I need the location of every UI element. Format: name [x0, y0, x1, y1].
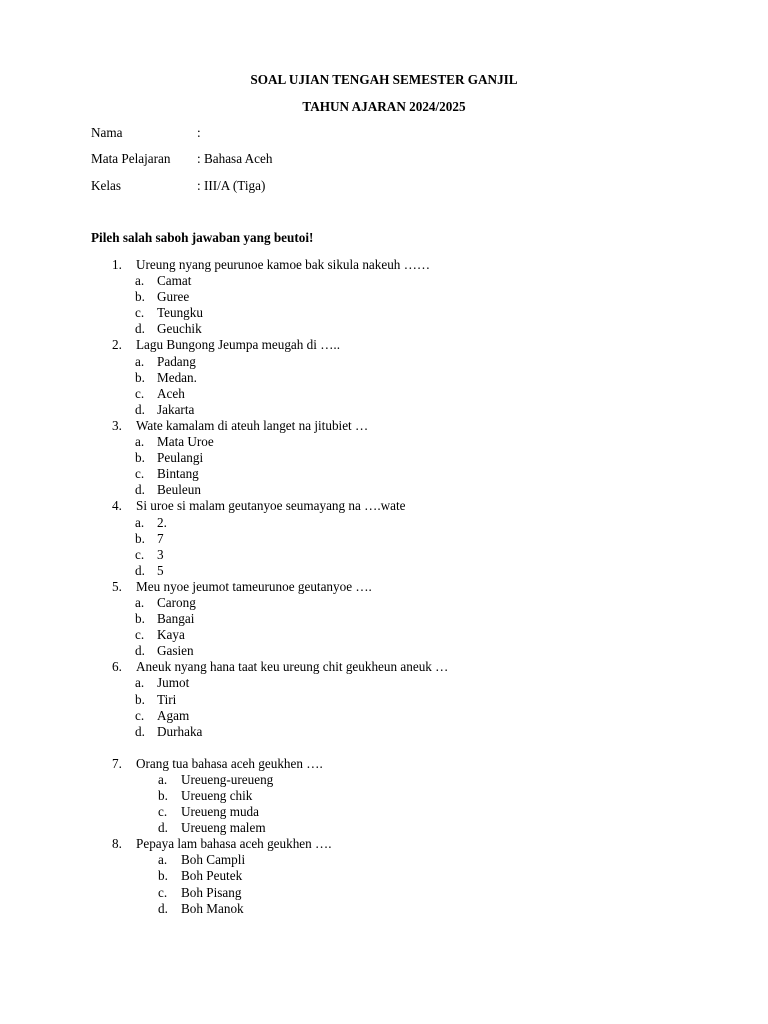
option-letter: c.: [135, 627, 145, 643]
question-text: Ureung nyang peurunoe kamoe bak sikula nakeuh ……: [136, 257, 431, 272]
option-text: Ureueng muda: [181, 804, 259, 820]
option-list: [0, 852, 768, 916]
option-letter: b.: [135, 289, 145, 305]
question-number: 2.: [112, 337, 122, 353]
option-text: Boh Manok: [181, 900, 244, 916]
question-text: Si uroe si malam geutanyoe seumayang na ….wate: [136, 498, 406, 514]
option: [0, 901, 768, 917]
option-letter: b.: [158, 868, 168, 884]
option-text: Ureueng malem: [181, 820, 266, 836]
question-text: Meu nyoe jeumot tameurunoe geutanyoe ….: [136, 578, 372, 594]
question-text: Pepaya lam bahasa aceh geukhen ….: [136, 836, 332, 852]
option-letter: c.: [158, 884, 168, 900]
option-text: Tiri: [157, 691, 177, 707]
field-label: Mata Pelajaran: [91, 151, 171, 166]
option: [0, 852, 768, 868]
option-letter: a.: [158, 852, 168, 868]
question-7: [0, 756, 768, 836]
option: [0, 804, 768, 820]
option-text: Bangai: [157, 611, 195, 627]
option-letter: d.: [135, 723, 145, 739]
option-letter: c.: [135, 546, 145, 562]
option: [0, 692, 768, 708]
option: [0, 466, 768, 482]
question-text: Lagu Bungong Jeumpa meugah di …..: [136, 337, 341, 353]
option-text: Durhaka: [157, 723, 203, 739]
option-letter: b.: [135, 450, 145, 466]
option-text: Mata Uroe: [157, 434, 214, 450]
option: [0, 788, 768, 804]
option: [0, 675, 768, 691]
question-text: Wate kamalam di ateuh langet na jitubiet …: [136, 417, 369, 433]
option: [0, 273, 768, 289]
option: [0, 611, 768, 627]
option-letter: c.: [135, 466, 145, 482]
option-text: Padang: [157, 353, 196, 369]
question-text: Orang tua bahasa aceh geukhen ….: [136, 755, 323, 771]
option: [0, 708, 768, 724]
option: [0, 547, 768, 563]
school-year-title: TAHUN AJARAN 2024/2025: [302, 99, 466, 114]
option-letter: a.: [135, 353, 145, 369]
option-text: Jakarta: [157, 401, 195, 417]
option-letter: d.: [135, 401, 145, 417]
option: [0, 820, 768, 836]
option-list: [0, 772, 768, 836]
option-text: 5: [157, 562, 164, 578]
option-letter: b.: [135, 611, 145, 627]
option-text: Carong: [157, 594, 196, 610]
option-text: Beuleun: [157, 482, 201, 498]
option-list: [0, 434, 768, 498]
option-text: Boh Peutek: [181, 868, 243, 884]
question-1: [0, 257, 768, 337]
option: [0, 305, 768, 321]
option-letter: d.: [135, 321, 145, 337]
option-letter: d.: [135, 562, 145, 578]
option-letter: b.: [158, 788, 168, 803]
option: [0, 724, 768, 740]
question-number: 3.: [112, 417, 122, 433]
option-letter: d.: [158, 820, 168, 836]
option: [0, 354, 768, 370]
instruction: Pileh salah saboh jawaban yang beutoi!: [91, 230, 314, 245]
question-4: [0, 498, 768, 578]
option: [0, 627, 768, 643]
option: [0, 515, 768, 531]
option-list: [0, 273, 768, 337]
field-value: : III/A (Tiga): [197, 178, 266, 193]
option-text: Agam: [157, 707, 190, 723]
question-text: Aneuk nyang hana taat keu ureung chit geukheun aneuk …: [136, 659, 449, 675]
question-8: [0, 836, 768, 916]
option: [0, 482, 768, 498]
option-text: Aceh: [157, 385, 185, 401]
option: [0, 643, 768, 659]
option-text: Peulangi: [157, 450, 204, 466]
question-5: [0, 579, 768, 659]
option-letter: c.: [158, 804, 168, 820]
option-letter: d.: [135, 643, 145, 659]
question-6: [0, 659, 768, 739]
option: [0, 386, 768, 402]
option-letter: c.: [135, 385, 145, 401]
option-list: [0, 515, 768, 579]
option: [0, 370, 768, 386]
field-value: :: [197, 125, 201, 140]
field-value: : Bahasa Aceh: [197, 151, 273, 166]
field-label: Kelas: [91, 178, 122, 193]
option-text: Kaya: [157, 627, 185, 643]
option-letter: b.: [135, 691, 145, 707]
option-letter: a.: [135, 675, 145, 691]
option: [0, 595, 768, 611]
option-letter: a.: [158, 771, 168, 787]
option-letter: b.: [135, 530, 145, 546]
option: [0, 772, 768, 788]
option-letter: b.: [135, 369, 145, 385]
option-text: Boh Pisang: [181, 884, 242, 900]
option: [0, 563, 768, 579]
option-text: Jumot: [157, 675, 190, 691]
question-number: 7.: [112, 755, 122, 771]
option-text: Medan.: [157, 369, 197, 385]
option-text: Ureueng chik: [181, 788, 253, 803]
option-letter: d.: [135, 482, 145, 498]
option-letter: d.: [158, 900, 168, 916]
option-text: Teungku: [157, 305, 203, 321]
option: [0, 434, 768, 450]
option-text: Ureueng-ureueng: [181, 771, 274, 787]
question-number: 4.: [112, 498, 122, 514]
question-number: 8.: [112, 836, 122, 852]
option: [0, 402, 768, 418]
option: [0, 885, 768, 901]
option-letter: c.: [135, 305, 145, 321]
option-text: Guree: [157, 289, 190, 305]
question-number: 1.: [112, 257, 122, 272]
option-list: [0, 595, 768, 659]
option-text: Camat: [157, 273, 192, 289]
option-letter: c.: [135, 707, 145, 723]
question-number: 6.: [112, 659, 122, 675]
document-title: SOAL UJIAN TENGAH SEMESTER GANJIL: [250, 72, 518, 87]
option-text: Geuchik: [157, 321, 202, 337]
question-3: [0, 418, 768, 498]
question-list: [0, 257, 768, 917]
option: [0, 289, 768, 305]
option-text: Boh Campli: [181, 852, 246, 868]
option: [0, 868, 768, 884]
option-letter: a.: [135, 434, 145, 450]
option-text: Bintang: [157, 466, 199, 482]
option: [0, 531, 768, 547]
option-list: [0, 675, 768, 739]
question-number: 5.: [112, 578, 122, 594]
option: [0, 450, 768, 466]
field-label: Nama: [91, 125, 123, 140]
option-text: 7: [157, 530, 164, 546]
option-text: 3: [157, 546, 164, 562]
question-2: [0, 337, 768, 417]
option-text: Gasien: [157, 643, 194, 659]
option-letter: a.: [135, 514, 145, 530]
option-list: [0, 354, 768, 418]
option-letter: a.: [135, 594, 145, 610]
option: [0, 321, 768, 337]
option-letter: a.: [135, 273, 145, 289]
option-text: 2.: [157, 514, 167, 530]
